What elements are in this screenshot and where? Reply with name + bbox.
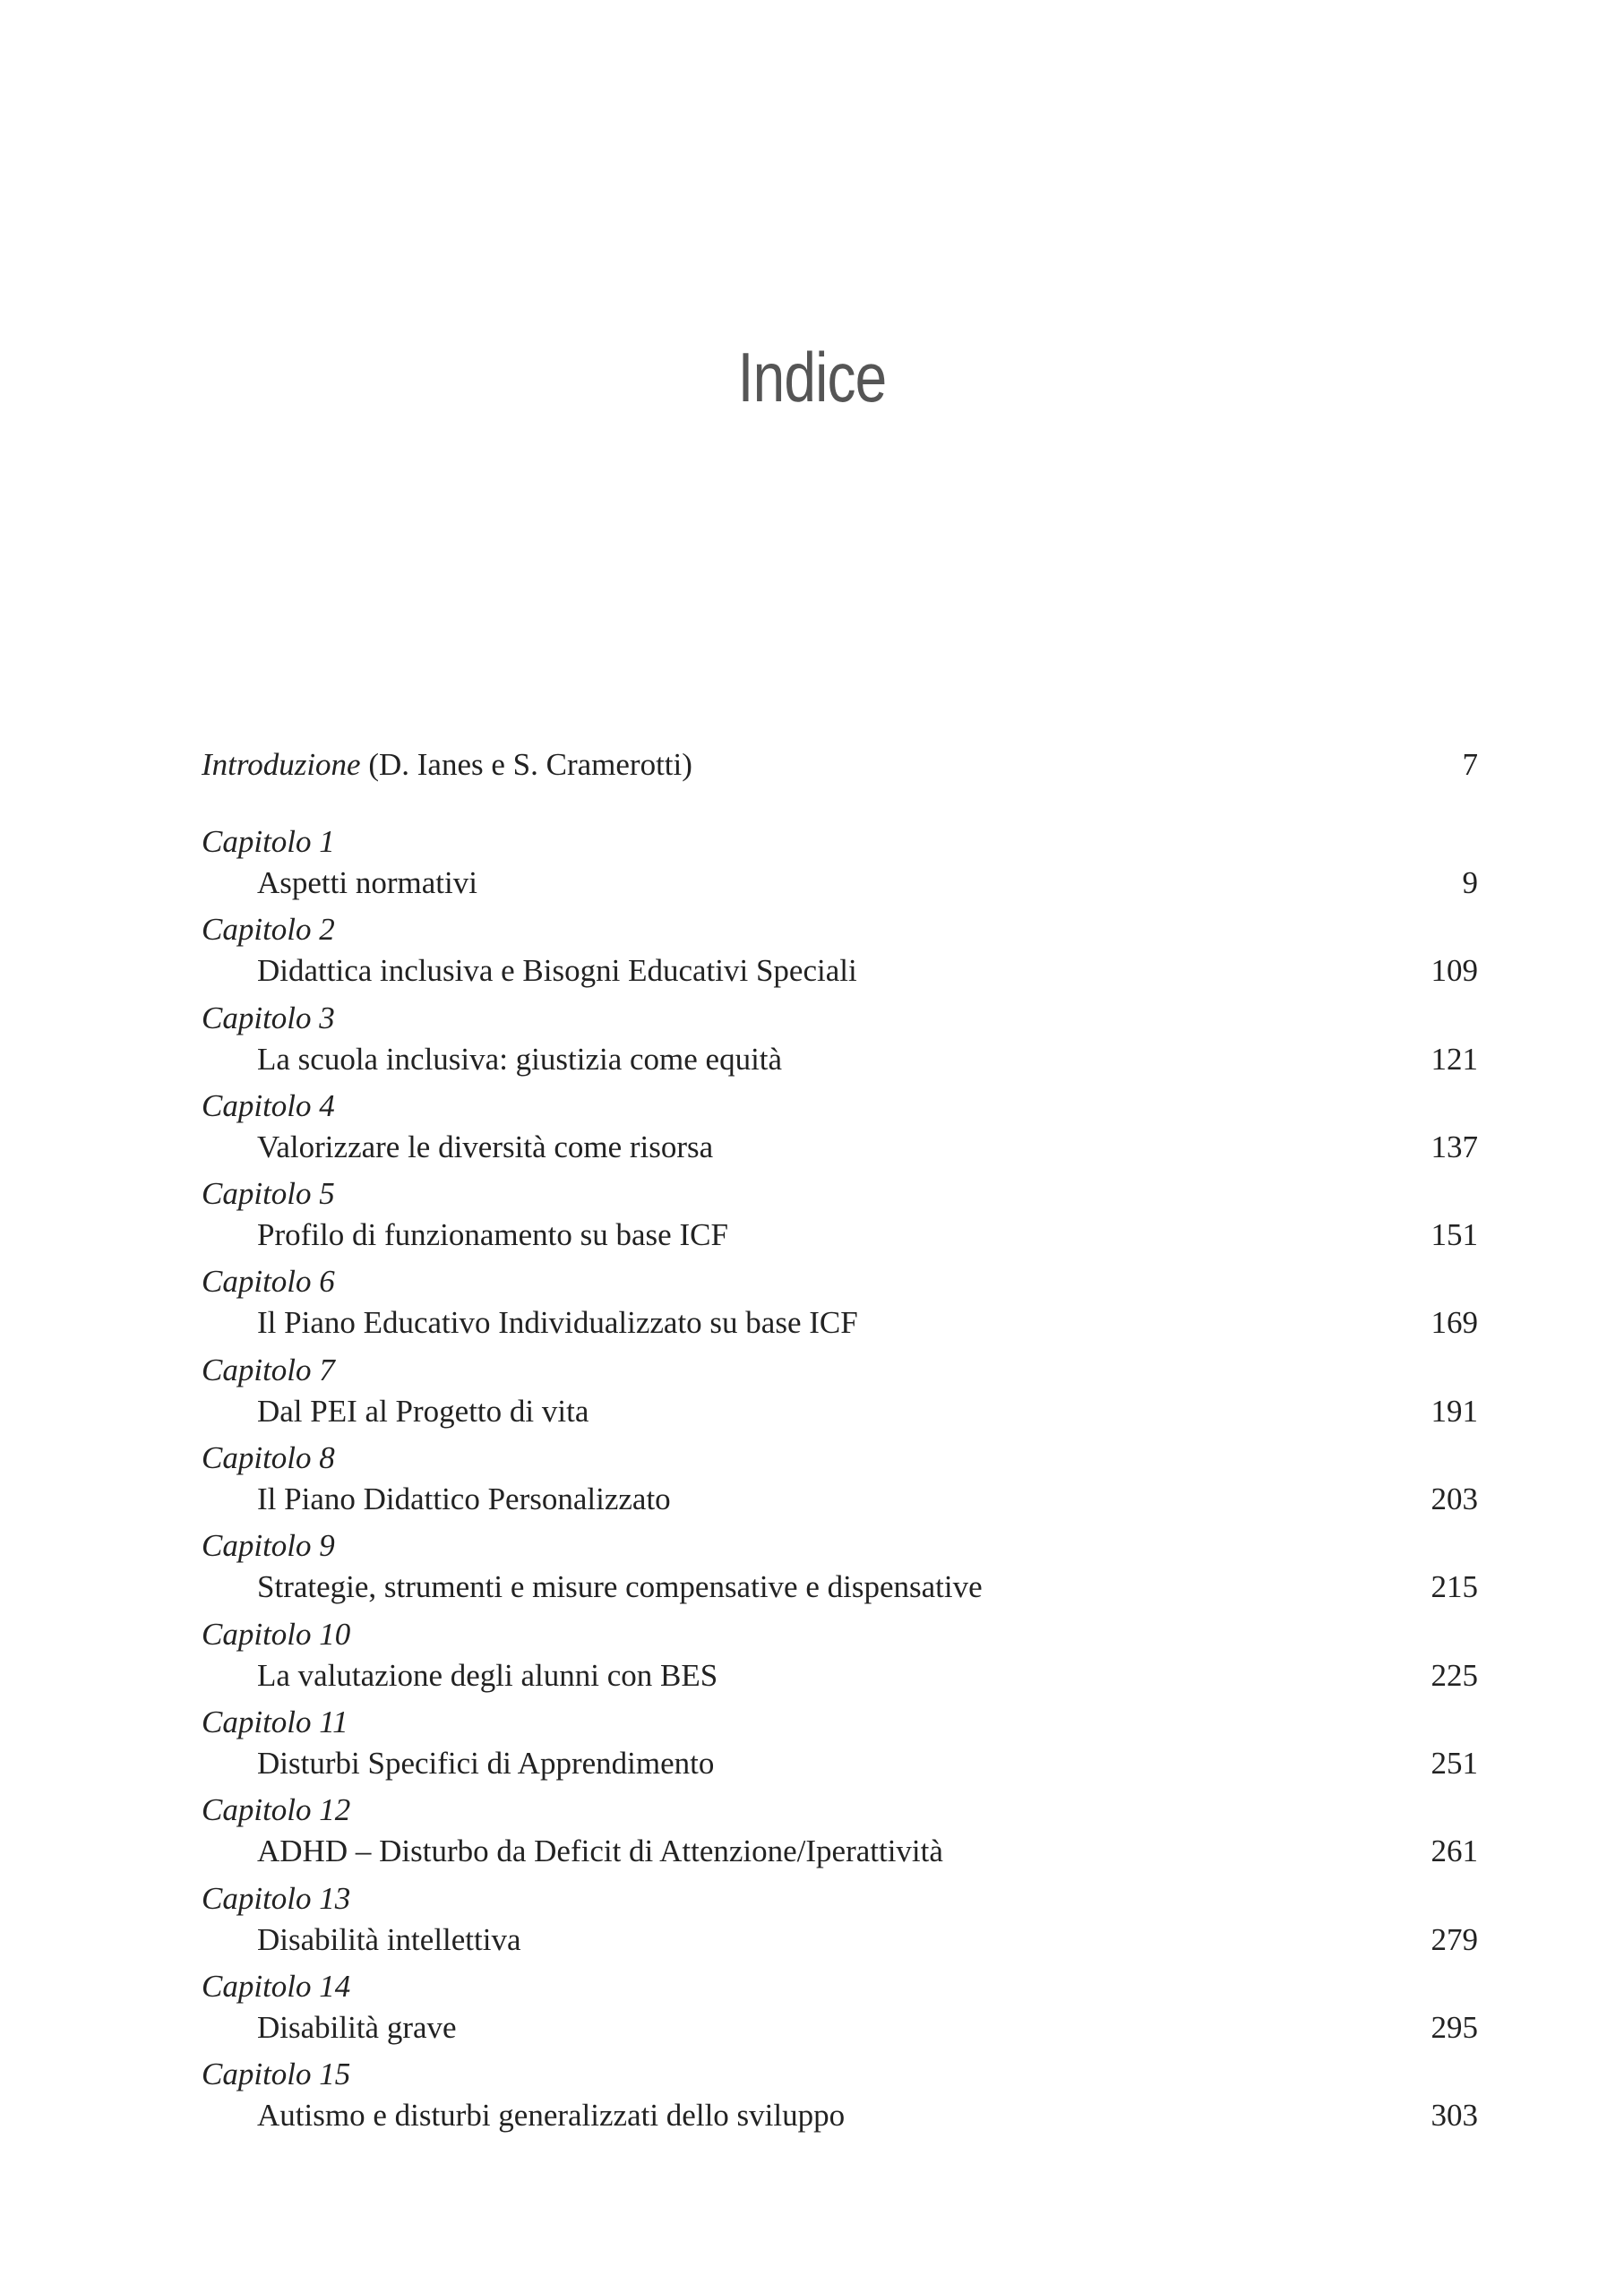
- toc-entry-chapter[interactable]: [202, 908, 1478, 996]
- chapter-label: Capitolo 6: [202, 1264, 335, 1300]
- chapter-title: Il Piano Didattico Personalizzato: [257, 1481, 671, 1517]
- toc-entry-chapter[interactable]: [202, 997, 1478, 1085]
- toc-entry-chapter[interactable]: [202, 1437, 1478, 1524]
- chapter-page-number: 295: [1431, 2009, 1478, 2045]
- introduction-label: Introduzione: [202, 747, 361, 782]
- chapter-page-number: 261: [1431, 1834, 1478, 1869]
- toc-entry-chapter[interactable]: [202, 1260, 1478, 1348]
- toc-entry-chapter[interactable]: [202, 2053, 1478, 2141]
- chapter-title: Disturbi Specifici di Apprendimento: [257, 1745, 715, 1781]
- chapter-label: Capitolo 9: [202, 1528, 335, 1564]
- chapter-label: Capitolo 4: [202, 1087, 335, 1123]
- chapter-title: Disabilità grave: [257, 2009, 457, 2045]
- chapter-title-row: [202, 1919, 1478, 1962]
- chapter-page-number: 137: [1431, 1129, 1478, 1164]
- chapter-title-row: [202, 2094, 1478, 2137]
- chapter-title: Didattica inclusiva e Bisogni Educativi Speciali: [257, 953, 857, 989]
- chapter-page-number: 279: [1431, 1921, 1478, 1957]
- toc-entry-chapter[interactable]: [202, 1613, 1478, 1701]
- chapter-title: Valorizzare le diversità come risorsa: [257, 1129, 714, 1164]
- chapter-page-number: 303: [1431, 2098, 1478, 2134]
- chapter-title-row: [202, 1126, 1478, 1169]
- chapter-label: Capitolo 15: [202, 2057, 351, 2092]
- chapter-title-row: [202, 862, 1478, 905]
- chapter-page-number: 191: [1431, 1393, 1478, 1429]
- chapter-title-row: [202, 1830, 1478, 1873]
- chapter-title: Il Piano Educativo Individualizzato su base ICF: [257, 1305, 858, 1341]
- chapter-page-number: 109: [1431, 953, 1478, 989]
- chapter-title: La scuola inclusiva: giustizia come equità: [257, 1041, 783, 1077]
- chapter-title: Dal PEI al Progetto di vita: [257, 1393, 589, 1429]
- chapter-title: Profilo di funzionamento su base ICF: [257, 1217, 728, 1253]
- toc-entry-chapter[interactable]: [202, 1524, 1478, 1612]
- chapter-label: Capitolo 3: [202, 1000, 335, 1035]
- chapter-page-number: 225: [1431, 1657, 1478, 1693]
- chapter-title: Strategie, strumenti e misure compensative e dispensative: [257, 1569, 983, 1605]
- chapter-list: [202, 820, 1478, 2141]
- toc-entry-chapter[interactable]: [202, 1965, 1478, 2053]
- chapter-title-row: [202, 1478, 1478, 1521]
- toc-entry-introduction[interactable]: [202, 740, 1478, 790]
- chapter-title-row: [202, 1301, 1478, 1344]
- chapter-page-number: 169: [1431, 1305, 1478, 1341]
- toc-entry-chapter[interactable]: [202, 1085, 1478, 1172]
- chapter-title-row: [202, 1654, 1478, 1697]
- chapter-page-number: 151: [1431, 1217, 1478, 1253]
- chapter-title-row: [202, 1214, 1478, 1257]
- toc-entry-chapter[interactable]: [202, 1877, 1478, 1965]
- chapter-title: Autismo e disturbi generalizzati dello sviluppo: [257, 2098, 846, 2134]
- chapter-title: ADHD – Disturbo da Deficit di Attenzione/Iperattività: [257, 1834, 943, 1869]
- toc-entry-chapter[interactable]: [202, 1349, 1478, 1437]
- introduction-authors: (D. Ianes e S. Cramerotti): [368, 747, 692, 782]
- introduction-page-number: 7: [1462, 747, 1478, 782]
- chapter-title-row: [202, 1566, 1478, 1609]
- chapter-page-number: 203: [1431, 1481, 1478, 1517]
- toc-entry-chapter[interactable]: [202, 1172, 1478, 1260]
- chapter-label: Capitolo 12: [202, 1792, 351, 1828]
- chapter-title-row: [202, 1390, 1478, 1433]
- chapter-title-row: [202, 949, 1478, 992]
- chapter-title: Aspetti normativi: [257, 865, 477, 900]
- chapter-page-number: 251: [1431, 1745, 1478, 1781]
- chapter-label: Capitolo 14: [202, 1968, 351, 2004]
- toc-entry-chapter[interactable]: [202, 1789, 1478, 1876]
- chapter-label: Capitolo 11: [202, 1704, 348, 1739]
- chapter-label: Capitolo 13: [202, 1880, 351, 1916]
- chapter-title-row: [202, 2006, 1478, 2049]
- toc-entry-chapter[interactable]: [202, 820, 1478, 908]
- chapter-page-number: 215: [1431, 1569, 1478, 1605]
- chapter-title-row: [202, 1742, 1478, 1785]
- chapter-title-row: [202, 1038, 1478, 1081]
- page-title: Indice: [737, 338, 887, 417]
- chapter-label: Capitolo 10: [202, 1616, 351, 1652]
- chapter-title: Disabilità intellettiva: [257, 1921, 521, 1957]
- chapter-label: Capitolo 7: [202, 1352, 335, 1387]
- chapter-page-number: 121: [1431, 1041, 1478, 1077]
- chapter-label: Capitolo 1: [202, 824, 335, 859]
- chapter-label: Capitolo 2: [202, 912, 335, 948]
- chapter-page-number: 9: [1462, 865, 1478, 900]
- chapter-title: La valutazione degli alunni con BES: [257, 1657, 718, 1693]
- chapter-label: Capitolo 5: [202, 1176, 335, 1212]
- toc-entry-chapter[interactable]: [202, 1701, 1478, 1789]
- chapter-label: Capitolo 8: [202, 1440, 335, 1476]
